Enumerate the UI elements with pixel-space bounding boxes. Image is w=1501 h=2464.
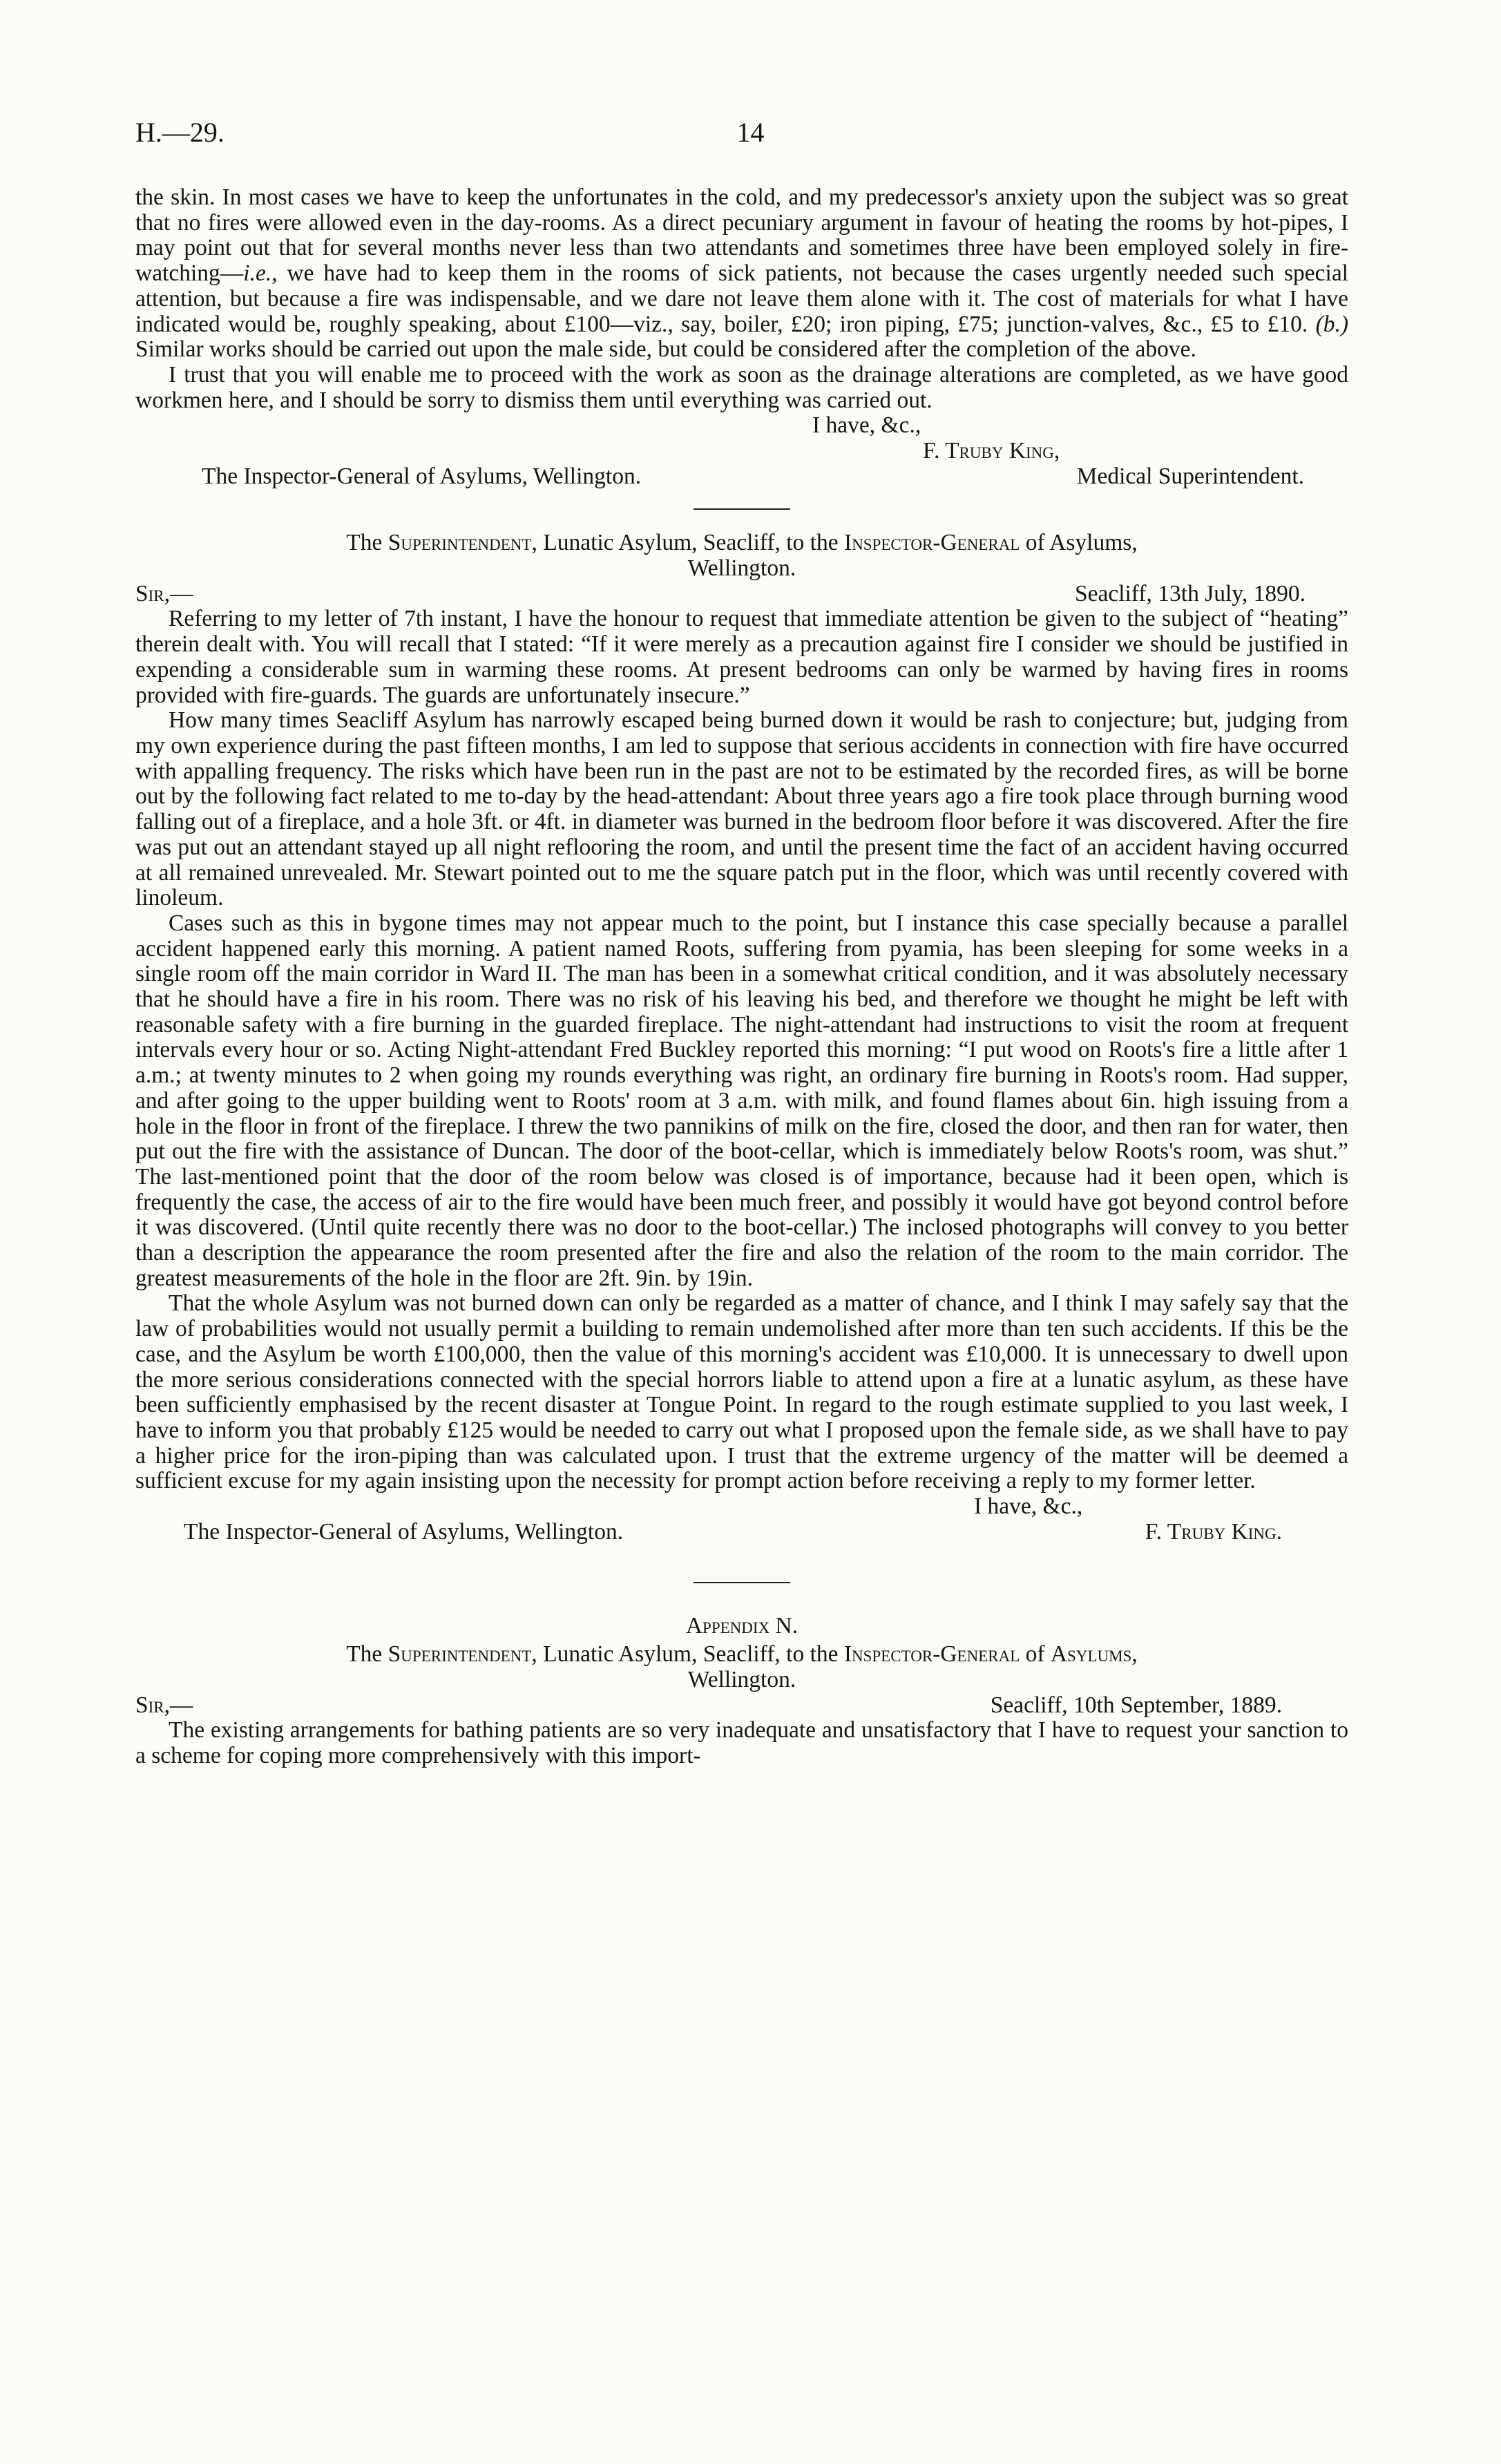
letter2-closing: I have, &c.,: [974, 1493, 1083, 1520]
section-divider: [694, 1582, 790, 1583]
letter1-signature: F. Truby King,: [923, 438, 1060, 464]
letter2-addressee: The Inspector-General of Asylums, Wellington.: [184, 1518, 624, 1545]
letter2-salutation-row: [135, 582, 1348, 607]
letter1-title: Medical Superintendent.: [1076, 463, 1304, 489]
letter2-heading: The Superintendent, Lunatic Asylum, Seacliff, to the Inspector-General of Asylums, Wellington.: [346, 530, 1138, 582]
section-divider: [694, 508, 790, 510]
letter2-salutation: Sir,—: [135, 580, 193, 607]
letter1-paragraph-1: the skin. In most cases we have to keep the unfortunates in the cold, and my predecessor's anxiety upon the subject was so great that no fires were allowed even in the day-rooms. As a direct pecuniary argument in favour of heating the rooms by hot-pipes, I may point out that for several months never less than two attendants and sometimes three have been employed solely in fire-watching—i.e., we have had to keep them in the rooms of sick patients, not because the cases urgently needed such special attention, but because a fire was indispensable, and we dare not leave them alone with it. The cost of materials for what I have indicated would be, roughly speaking, about £100—viz., say, boiler, £20; iron piping, £75; junction-valves, &c., £5 to £10. (b.) Similar works should be carried out upon the male side, but could be considered after the completion of the above.: [135, 184, 1348, 363]
letter2-signature-row: [135, 1520, 1348, 1545]
document-reference: H.—29.: [135, 117, 224, 148]
letter2-date: Seacliff, 13th July, 1890.: [1074, 580, 1306, 607]
page-header: [135, 116, 1366, 157]
letter1-closing-row: [135, 413, 1348, 439]
letter2-closing-row: [135, 1494, 1348, 1520]
letter2-signature: F. Truby King.: [1145, 1518, 1282, 1545]
appendix-date: Seacliff, 10th September, 1889.: [990, 1692, 1282, 1718]
letter1-signature-row: [135, 439, 1348, 464]
letter1-closing: I have, &c.,: [812, 412, 921, 439]
appendix-heading: The Superintendent, Lunatic Asylum, Seacliff, to the Inspector-General of Asylums, Wellington.: [346, 1641, 1138, 1692]
letter1-paragraph-2: I trust that you will enable me to proceed with the work as soon as the drainage alterations are completed, as we have good workmen here, and I should be sorry to dismiss them until everything was carried out.: [135, 361, 1348, 413]
appendix-salutation-row: [135, 1693, 1348, 1719]
letter2-paragraph: Cases such as this in bygone times may not appear much to the point, but I instance this case specially because a parallel accident happened early this morning. A patient named Roots, suffering from pyamia, has been sleeping for some weeks in a single room off the main corridor in Ward II. The man has been in a somewhat critical condition, and it was absolutely necessary that he should have a fire in his room. There was no risk of his leaving his bed, and therefore we thought he might be left with reasonable safety with a fire burning in the guarded fireplace. The night-attendant had instructions to visit the room at frequent intervals every hour or so. Acting Night-attendant Fred Buckley reported this morning: “I put wood on Roots's fire a little after 1 a.m.; at twenty minutes to 2 when going my rounds everything was right, an ordinary fire burning in Roots's room. Had supper, and after going to the upper building went to Roots' room at 3 a.m. with milk, and found flames about 6in. high issuing from a hole in the floor in front of the fireplace. I threw the two pannikins of milk on the fire, closed the door, and then ran for water, then put out the fire with the assistance of Duncan. The door of the boot-cellar, which is immediately below Roots's room, was shut.” The last-mentioned point that the door of the room below was closed is of importance, because had it been open, which is frequently the case, the access of air to the fire would have been much freer, and possibly it would have got beyond control before it was discovered. (Until quite recently there was no door to the boot-cellar.) The inclosed photographs will convey to you better than a description the appearance the room presented after the fire and also the relation of the room to the main corridor. The greatest measurements of the hole in the floor are 2ft. 9in. by 19in.: [135, 910, 1348, 1291]
letter2-paragraph: Referring to my letter of 7th instant, I have the honour to request that immediate attention be given to the subject of “heating” therein dealt with. You will recall that I stated: “If it were merely as a precaution against fire I consider we should be justified in expending a considerable sum in warming these rooms. At present bedrooms can only be warmed by having fires in rooms provided with fire-guards. The guards are unfortunately insecure.”: [135, 606, 1348, 708]
appendix-paragraph: The existing arrangements for bathing patients are so very inadequate and unsatisfactory that I have to request your sanction to a scheme for coping more comprehensively with this import-: [135, 1717, 1348, 1768]
letter2-paragraph: That the whole Asylum was not burned down can only be regarded as a matter of chance, and I think I may safely say that the law of probabilities would not usually permit a building to remain undemolished after more than ten such accidents. If this be the case, and the Asylum be worth £100,000, then the value of this morning's accident was £10,000. It is unnecessary to dwell upon the more serious considerations connected with the special horrors liable to attend upon a fire at a lunatic asylum, as these have been sufficiently emphasised by the recent disaster at Tongue Point. In regard to the rough estimate supplied to you last week, I have to inform you that probably £125 would be needed to carry out what I proposed upon the female side, as we shall have to pay a higher price for the iron-piping than was calculated upon. I trust that the extreme urgency of the matter will be deemed a sufficient excuse for my again insisting upon the necessity for prompt action before receiving a reply to my former letter.: [135, 1290, 1348, 1494]
page-body: [135, 185, 1348, 1769]
appendix-salutation: Sir,—: [135, 1692, 193, 1718]
letter1-addressee-row: [135, 464, 1348, 490]
letter2-paragraph: How many times Seacliff Asylum has narrowly escaped being burned down it would be rash to conjecture; but, judging from my own experience during the past fifteen months, I am led to suppose that serious accidents in connection with fire have occurred with appalling frequency. The risks which have been run in the past are not to be estimated by the recorded fires, as will be borne out by the following fact related to me to-day by the head-attendant: About three years ago a fire took place through burning wood falling out of a fireplace, and a hole 3ft. or 4ft. in diameter was burned in the bedroom floor before it was discovered. After the fire was put out an attendant stayed up all night reflooring the room, and until the present time the fact of an accident having occurred at all remained unrevealed. Mr. Stewart pointed out to me the square patch put in the floor, which was until recently covered with linoleum.: [135, 707, 1348, 911]
page-number: 14: [736, 117, 765, 148]
letter1-addressee: The Inspector-General of Asylums, Wellington.: [202, 463, 642, 489]
appendix-title: Appendix N.: [685, 1613, 799, 1639]
